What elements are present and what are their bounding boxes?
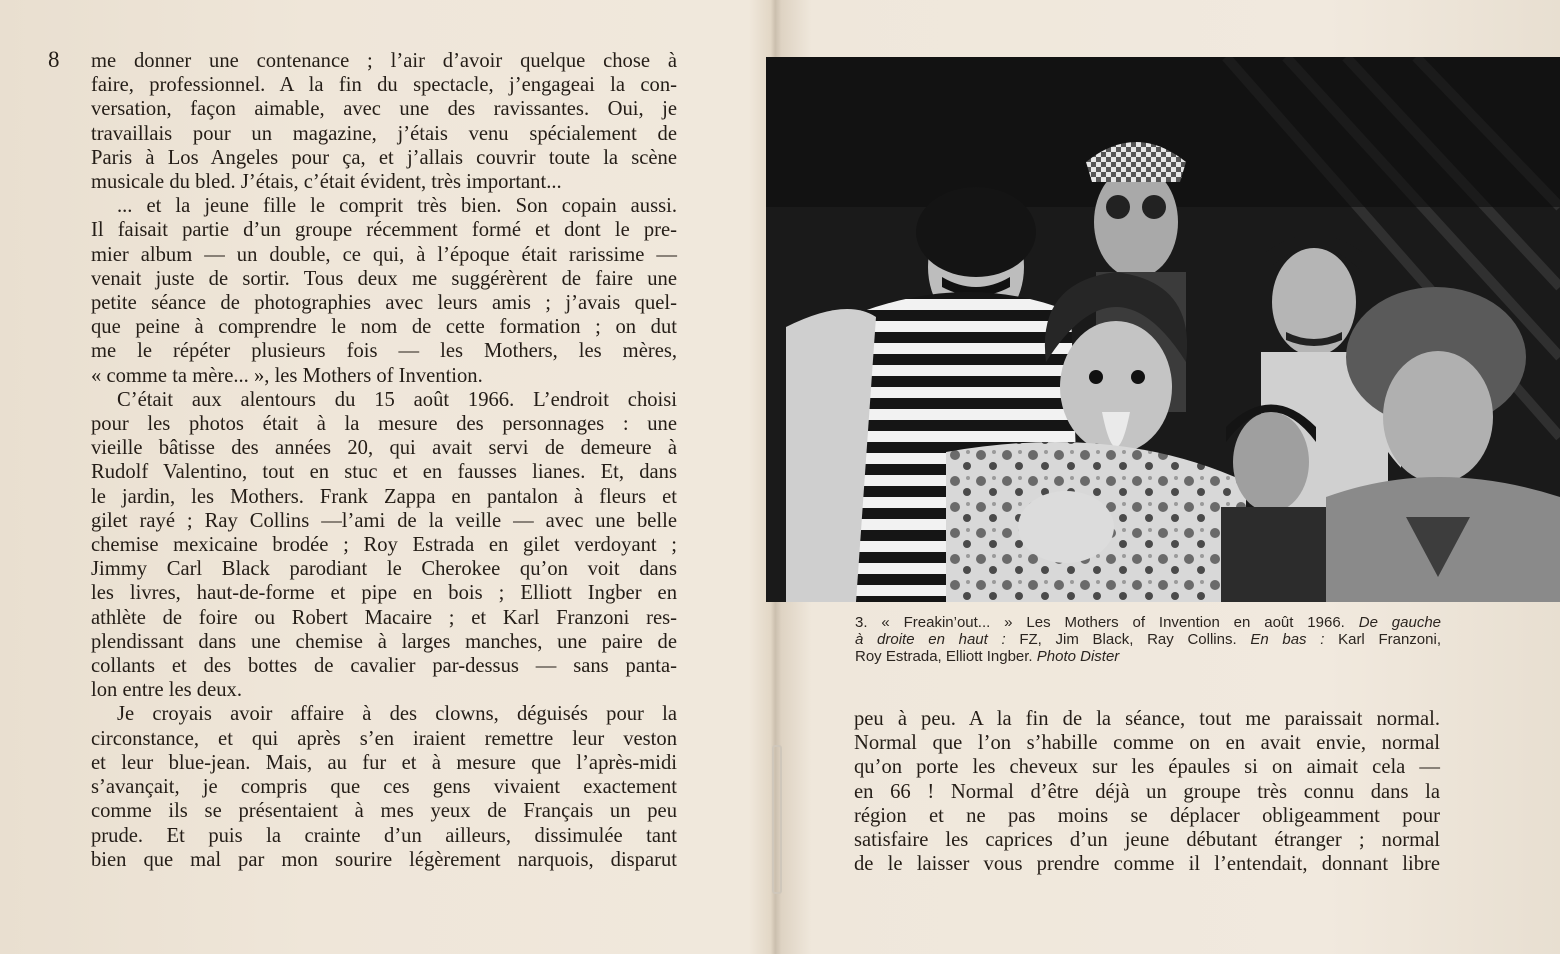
caption-text: Roy Estrada, Elliott Ingber. xyxy=(855,648,1033,665)
right-text-column xyxy=(854,707,1440,876)
text-line: plendissant dans une chemise à larges manches, une paire de xyxy=(91,630,677,653)
text-line: venait juste de sortir. Tous deux me suggérèrent de faire une xyxy=(91,267,677,290)
caption-text: Karl Franzoni, xyxy=(1338,631,1441,648)
text-line: et leur blue-jean. Mais, au fur et à mesure que l’après-midi xyxy=(91,751,677,774)
page-number: 8 xyxy=(48,47,60,72)
text-line: Paris à Los Angeles pour ça, et j’allais couvrir toute la scène xyxy=(91,146,677,169)
text-line: « comme ta mère... », les Mothers of Invention. xyxy=(91,364,483,387)
left-page xyxy=(0,0,778,954)
text-line: circonstance, et qui après s’en iraient remettre leur veston xyxy=(91,727,677,750)
text-line: Il faisait partie d’un groupe récemment formé et dont le pre- xyxy=(91,219,677,242)
right-page xyxy=(778,0,1560,954)
left-text-column xyxy=(91,49,677,872)
text-line: vieille bâtisse des années 20, qui avait servi de demeure à xyxy=(91,437,677,460)
text-line: Je croyais avoir affaire à des clowns, déguisés pour la xyxy=(117,703,677,726)
text-line: chemise mexicaine brodée ; Roy Estrada en gilet verdoyant ; xyxy=(91,534,677,557)
band-photo xyxy=(766,57,1560,602)
text-line: athlète de foire ou Robert Macaire ; et Karl Franzoni res- xyxy=(91,606,677,629)
text-line: satisfaire les caprices d’un jeune débutant étranger ; normal xyxy=(854,829,1440,852)
text-line: qu’on porte les cheveux sur les épaules si on aimait cela — xyxy=(854,756,1440,779)
text-line: Jimmy Carl Black parodiant le Cherokee qu’on voit dans xyxy=(91,558,677,581)
text-line: me donner une contenance ; l’air d’avoir quelque chose à xyxy=(91,50,677,72)
text-line: gilet rayé ; Ray Collins —l’ami de la veille — avec une belle xyxy=(91,509,677,532)
text-line: peu à peu. A la fin de la séance, tout me paraissait normal. xyxy=(854,708,1440,730)
text-line: pour les photos était à la mesure des personnages : une xyxy=(91,413,677,436)
text-line: que peine à comprendre le nom de cette formation ; on dut xyxy=(91,316,677,339)
text-line: en 66 ! Normal d’être déjà un groupe très connu dans la xyxy=(854,780,1440,803)
band-photo-illustration xyxy=(766,57,1560,602)
text-line: travaillais pour un magazine, j’étais venu spécialement de xyxy=(91,122,677,145)
text-line: C’était aux alentours du 15 août 1966. L’endroit choisi xyxy=(117,388,677,411)
text-line: mier album — un double, ce qui, à l’époque était rarissime — xyxy=(91,243,677,266)
text-line: les livres, haut-de-forme et pipe en bois ; Elliott Ingber en xyxy=(91,582,677,605)
caption-text: 3. « Freakin’out... » Les Mothers of Invention en août 1966. xyxy=(855,614,1345,631)
caption-credit: Photo Dister xyxy=(1036,648,1120,665)
text-line: le jardin, les Mothers. Frank Zappa en pantalon à fleurs et xyxy=(91,485,677,508)
caption-line xyxy=(855,631,1441,648)
caption-line xyxy=(855,614,1441,631)
caption-line xyxy=(855,648,1441,665)
text-line: musicale du bled. J’étais, c’était évident, très important... xyxy=(91,171,562,194)
text-line: versation, façon aimable, avec une des ravissantes. Oui, je xyxy=(91,98,677,121)
text-line: bien que mal par mon sourire légèrement narquois, disparut xyxy=(91,848,677,871)
text-line: me le répéter plusieurs fois — les Mothers, les mères, xyxy=(91,340,677,363)
text-line: collants et des bottes de cavalier par-dessus — sans panta- xyxy=(91,655,677,678)
caption-text: FZ, Jim Black, Ray Collins. xyxy=(1019,631,1237,648)
text-line: région et ne pas moins se déplacer obligeamment pour xyxy=(854,804,1440,827)
text-line: Rudolf Valentino, tout en stuc et en fausses lianes. Et, dans xyxy=(91,461,677,484)
text-line: prude. Et puis la crainte d’un ailleurs, dissimulée tant xyxy=(91,824,677,847)
text-line: comme ils se présentaient à mes yeux de Français un peu xyxy=(91,800,677,823)
caption-italic: De gauche xyxy=(1358,614,1441,631)
text-line: faire, professionnel. A la fin du spectacle, j’engageai la con- xyxy=(91,74,677,97)
text-line: lon entre les deux. xyxy=(91,679,242,702)
text-line: petite séance de photographies avec leurs amis ; j’avais quel- xyxy=(91,292,677,315)
photo-caption xyxy=(855,614,1441,665)
caption-italic: En bas : xyxy=(1250,631,1325,648)
text-line: ... et la jeune fille le comprit très bien. Son copain aussi. xyxy=(117,195,677,218)
text-line: Normal que l’on s’habille comme on en avait envie, normal xyxy=(854,732,1440,755)
caption-italic: à droite en haut : xyxy=(855,631,1006,648)
text-line: s’avançait, je compris que ces gens vivaient exactement xyxy=(91,776,677,799)
text-line: de le laisser vous prendre comme il l’entendait, donnant libre xyxy=(854,853,1440,876)
